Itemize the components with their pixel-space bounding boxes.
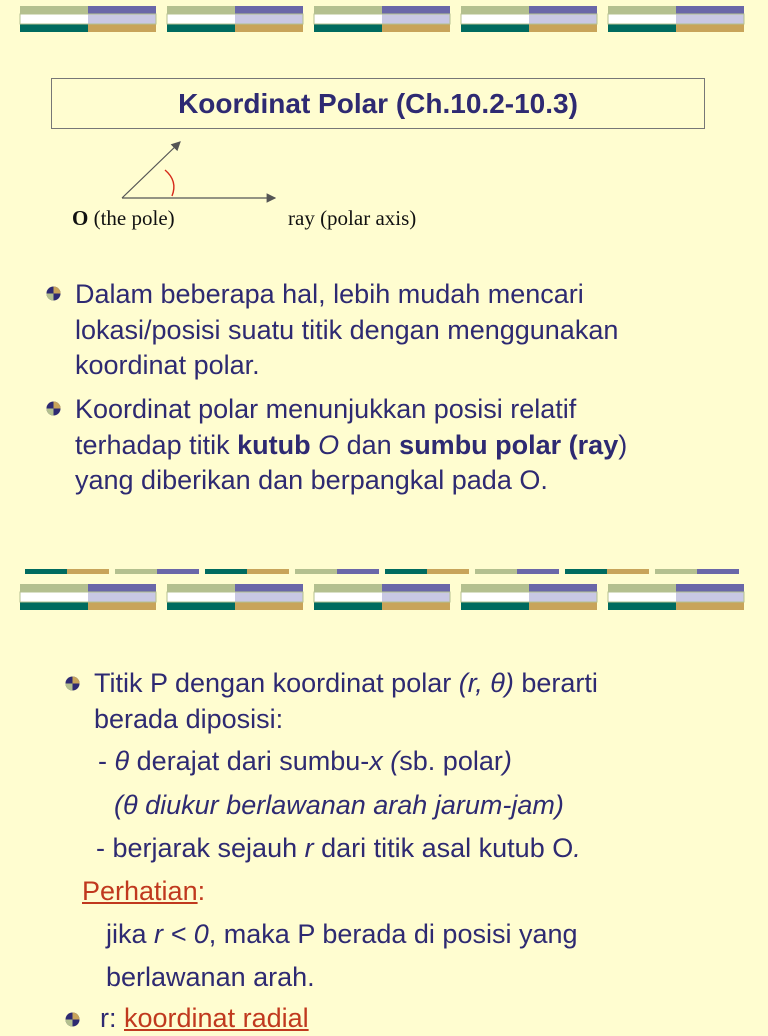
top-stripe-banner [0, 0, 768, 40]
text-run: Titik P dengan koordinat polar [94, 668, 459, 698]
text-run: berarti [513, 668, 598, 698]
text-run: dari titik asal kutub O [313, 833, 574, 863]
text-run: derajat dari sumbu- [129, 746, 370, 776]
bullet2-line2 [75, 427, 627, 463]
stripe-block [20, 6, 156, 32]
slide-title-box [51, 78, 705, 129]
text-run: : [197, 876, 206, 906]
perhatian-label: Perhatian [82, 876, 198, 906]
text-run: dan [339, 430, 400, 460]
footer-stripe [0, 566, 768, 578]
s2-line9 [100, 1000, 309, 1036]
text-run: r: [100, 1003, 124, 1033]
text-run: ) [618, 430, 628, 460]
s2-perhatian [82, 873, 205, 909]
stripe-block [167, 6, 303, 32]
text-run-bold: sumbu polar (ray [399, 430, 619, 460]
angle-arc [165, 170, 174, 196]
s2-line4: (θ diukur berlawanan arah jarum-jam) [114, 790, 564, 820]
s2-line1 [94, 665, 598, 701]
slide-title: Koordinat Polar (Ch.10.2-10.3) [178, 87, 578, 119]
text-run: , maka P berada di posisi yang [208, 919, 578, 949]
radial-line [122, 142, 180, 198]
text-run-italic: x ( [369, 746, 400, 776]
text-run-italic: r < 0 [154, 919, 209, 949]
stripe-block [20, 584, 156, 610]
stripe-block [167, 584, 303, 610]
stripe-block [461, 6, 597, 32]
bullet-icon [65, 676, 80, 691]
s2-line5 [96, 830, 581, 866]
s2-line3 [98, 743, 512, 779]
bullet1-line1: Dalam beberapa hal, lebih mudah mencari [75, 279, 584, 309]
text-run-italic: O [310, 430, 340, 460]
stripe-block [608, 584, 744, 610]
bullet1-line3: koordinat polar. [75, 350, 260, 380]
bullet1-line2: lokasi/posisi suatu titik dengan menggunakan [75, 315, 619, 345]
polar-axis-diagram [110, 135, 290, 210]
text-run: jika [106, 919, 155, 949]
text-run: terhadap titik [75, 430, 238, 460]
second-stripe-banner [0, 578, 768, 618]
stripe-block [608, 6, 744, 32]
text-run-italic: (r, θ) [458, 668, 514, 698]
text-run: - berjarak sejauh [96, 833, 305, 863]
s2-line8: berlawanan arah. [106, 962, 315, 992]
text-run-italic: . [573, 833, 581, 863]
pole-letter: O [72, 206, 89, 230]
s2-line7 [106, 916, 578, 952]
stripe-block [314, 6, 450, 32]
text-run: - [98, 746, 115, 776]
text-run-italic: r [304, 833, 314, 863]
s2-line2: berada diposisi: [94, 704, 284, 734]
text-run-italic: ) [502, 746, 512, 776]
pole-label [72, 206, 175, 231]
bullet-icon [65, 1012, 80, 1027]
text-run-bold: kutub [237, 430, 311, 460]
text-run-italic: θ [114, 746, 130, 776]
text-run: sb. polar [399, 746, 503, 776]
stripe-block [461, 584, 597, 610]
bullet2-line1: Koordinat polar menunjukkan posisi relatif [75, 394, 577, 424]
bullet-icon [46, 401, 61, 416]
radial-coordinate-label: koordinat radial [124, 1003, 309, 1033]
stripe-block [314, 584, 450, 610]
pole-text: (the pole) [88, 206, 175, 230]
bullet-icon [46, 286, 61, 301]
bullet2-line3: yang diberikan dan berpangkal pada O. [75, 465, 548, 495]
ray-label: ray (polar axis) [288, 206, 417, 230]
